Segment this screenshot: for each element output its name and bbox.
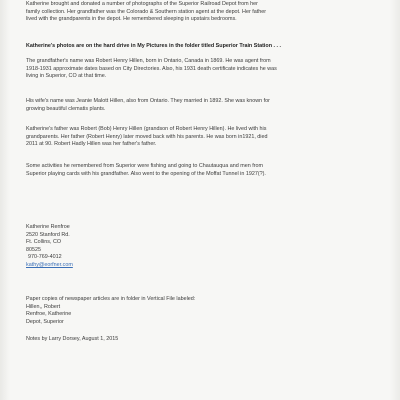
wife-paragraph: His wife's name was Jeanie Malott Hillen, also from Ontario. They married in 1892. She was known for growing beautiful clematis plants. xyxy=(26,98,270,112)
contact-city: Ft. Collins, CO xyxy=(26,239,62,246)
contact-street: 2520 Stanford Rd. xyxy=(26,231,70,238)
photos-location-paragraph: Katherine's photos are on the hard drive in My Pictures in the folder titled Superior Train Station . . . xyxy=(26,43,281,49)
contact-block xyxy=(26,224,378,270)
contact-phone: 970-769-4012 xyxy=(28,254,62,261)
contact-name: Katherine Renfroe xyxy=(26,224,70,230)
activities-paragraph: Some activities he remembered from Superior were fishing and going to Chautauqua and men from Superior playing cards with his grandfather. Also went to the opening of the Moffat Tunnel in 1927(?). xyxy=(26,163,266,177)
intro-paragraph: Katherine brought and donated a number of photographs of the Superior Railroad Depot from her family collection. Her grandfather was the Colorado & Southern station agent at the depot. Her father lived with the grandparents in the depot. He remembered sleeping in upstairs bedrooms. xyxy=(26,1,267,23)
notes-attribution: Notes by Larry Dorsey, August 1, 2015 xyxy=(26,336,119,342)
contact-zip: 80525 xyxy=(26,246,41,253)
vertical-file-paragraph: Paper copies of newspaper articles are in folder in Vertical File labeled: Hillen,, Robert Renfroe, Katherine Depot, Superior xyxy=(26,296,196,325)
grandfather-paragraph: The grandfather's name was Robert Henry Hillen, born in Ontario, Canada in 1869. He was agent from 1918-1931 approximate dates based on City Directories. Also, his 1931 death certificate indicates he was living in Superior, CO at that time. xyxy=(26,58,277,80)
father-paragraph: Katherine's father was Robert (Bob) Henry Hillen (grandson of Robert Henry Hillen). He lived with his grandparents. Her father (Robert Henry) later moved back with his parents. He was born in1921, died 2011 at 90. Robert Hadly Hillen was her father's father. xyxy=(26,126,268,148)
contact-email-link[interactable]: kathy@eorfner.com xyxy=(26,261,73,268)
